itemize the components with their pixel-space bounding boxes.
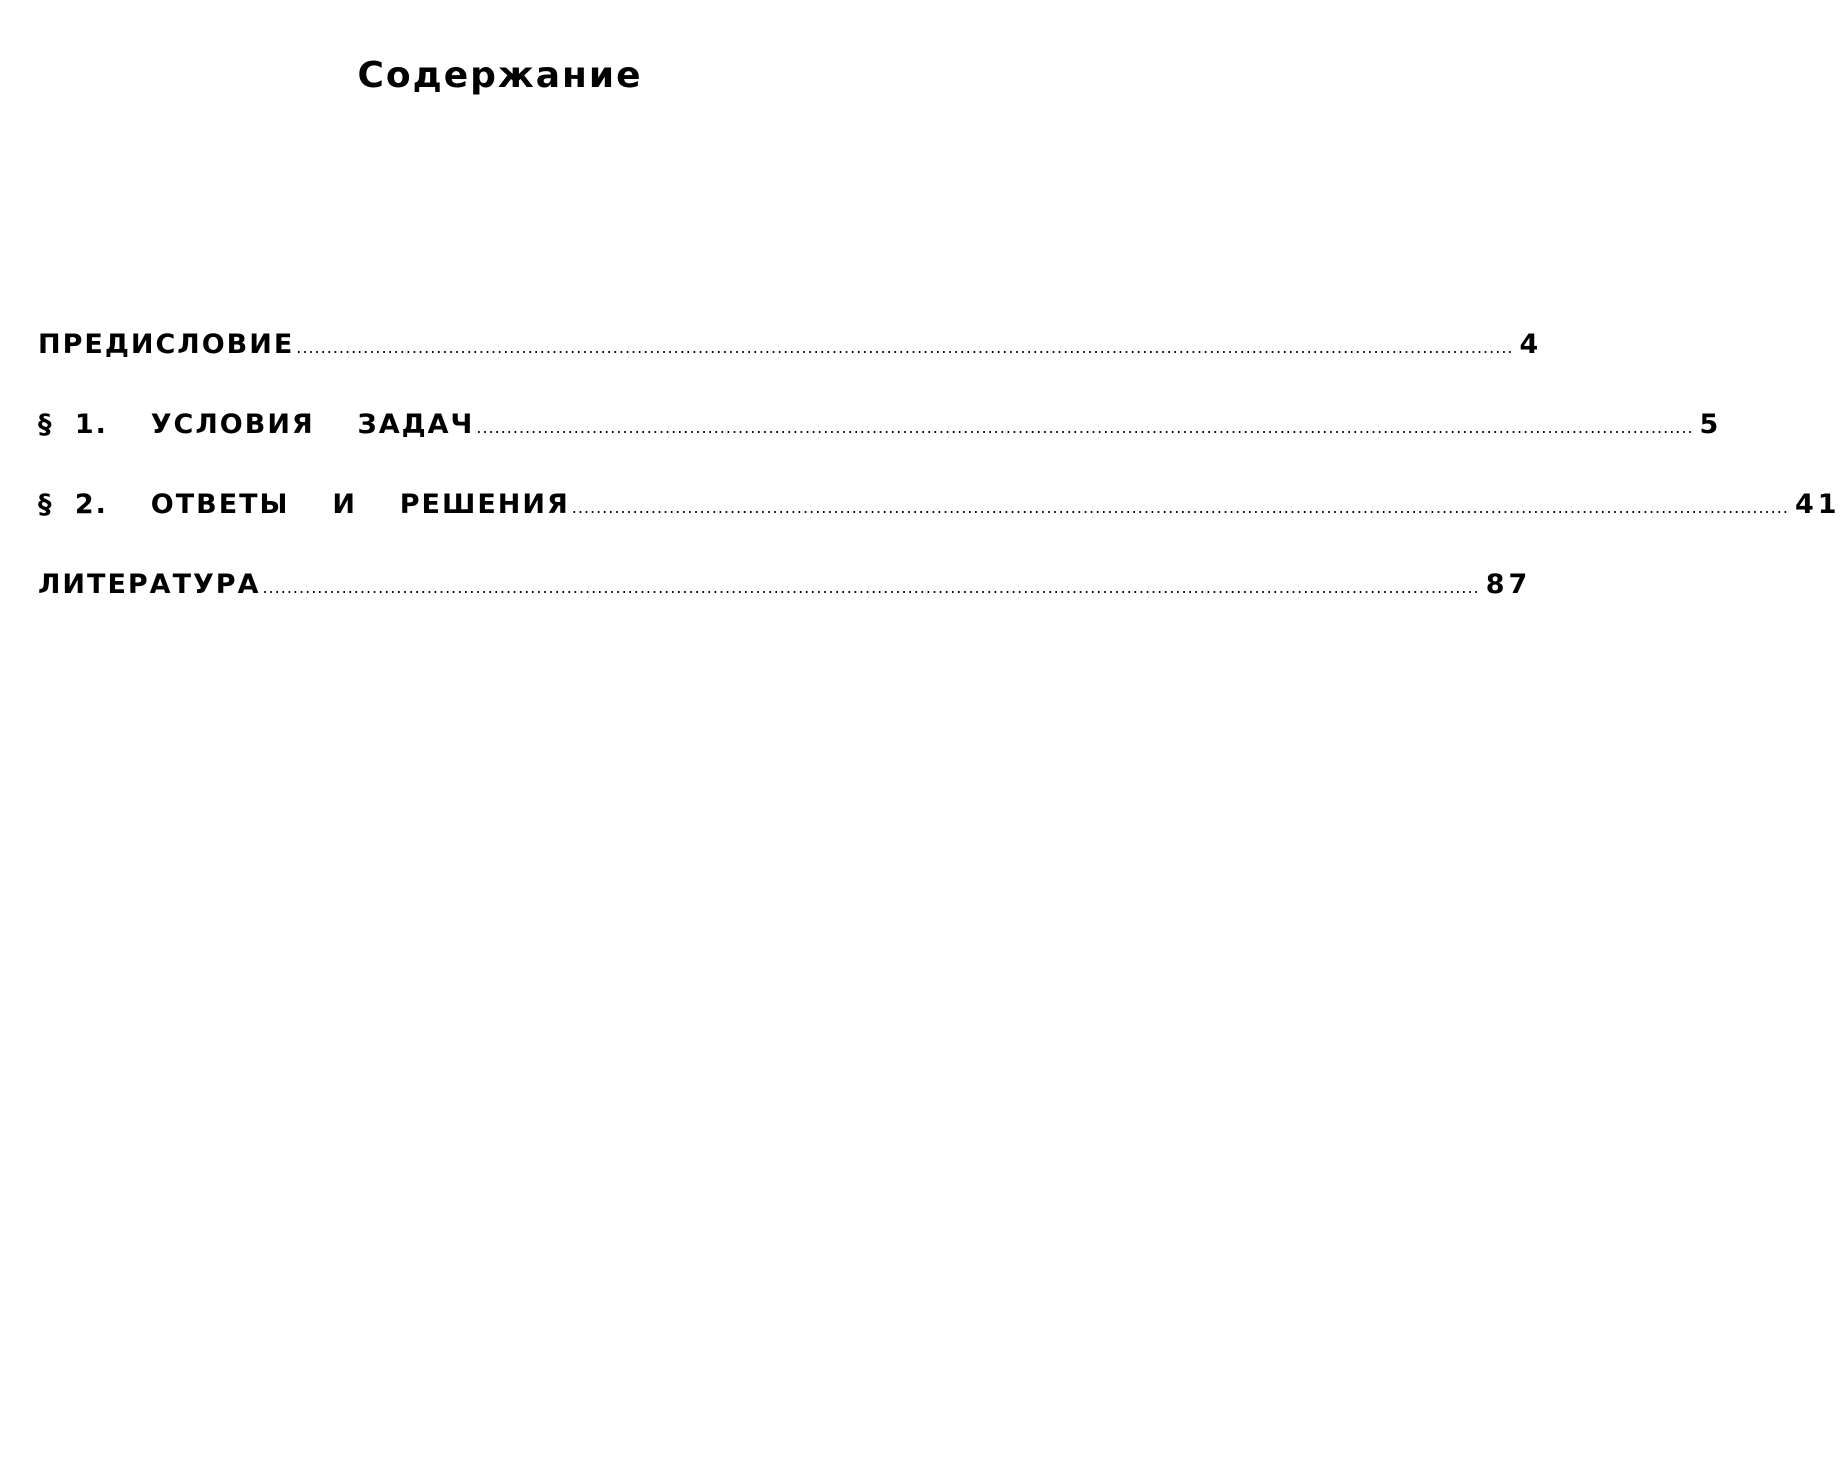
toc-entry-page-number: 41 [1794, 489, 1841, 520]
toc-entry-page-number: 5 [1699, 409, 1723, 440]
toc-entry-title: § 1. УСЛОВИЯ ЗАДАЧ [38, 409, 475, 440]
toc-dot-leader: ........................................................................................................................................................................................................ [262, 578, 1480, 597]
toc-entry-literature[interactable] [38, 562, 1532, 642]
toc-entry-title: ПРЕДИСЛОВИЕ [38, 329, 295, 360]
page-title: Содержание [357, 55, 643, 96]
table-of-contents [38, 322, 1841, 642]
toc-entry-title: § 2. ОТВЕТЫ И РЕШЕНИЯ [38, 489, 570, 520]
toc-entry-page-number: 87 [1485, 569, 1532, 600]
toc-entry-section-2[interactable] [38, 482, 1841, 562]
toc-entry-section-1[interactable] [38, 402, 1723, 482]
toc-entry-preface[interactable] [38, 322, 1543, 402]
toc-dot-leader: ........................................................................................................................................................................................................ [296, 338, 1514, 357]
toc-dot-leader: ........................................................................................................................................................................................................ [571, 498, 1789, 517]
toc-entry-title: ЛИТЕРАТУРА [38, 569, 261, 600]
toc-entry-page-number: 4 [1519, 329, 1543, 360]
toc-dot-leader: ........................................................................................................................................................................................................ [476, 418, 1694, 437]
